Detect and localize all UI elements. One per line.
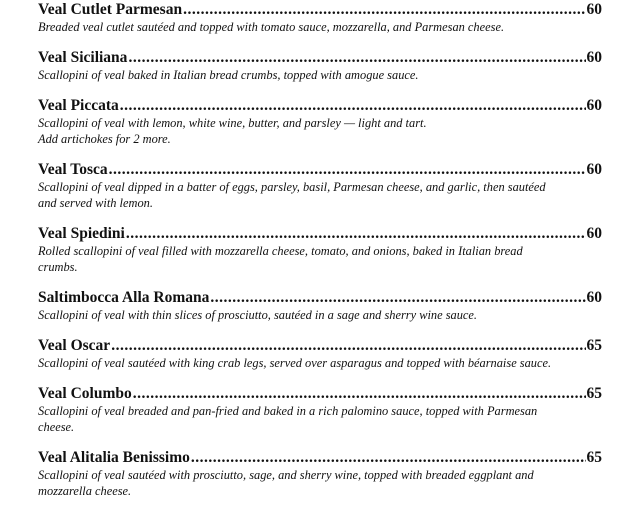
dot-leader [128,48,585,67]
description-line: Scallopini of veal sautéed with prosciutto, sage, and sherry wine, topped with breaded eggplant and [38,468,534,482]
menu-item-name: Veal Spiedini [38,225,125,242]
description-line: mozzarella cheese. [38,484,132,498]
menu-item-price: 60 [586,49,602,66]
description-line: Scallopini of veal baked in Italian bread crumbs, topped with amogue sauce. [38,68,419,82]
menu-item-description [38,467,602,499]
menu-item-header [38,0,602,19]
menu-item-name: Veal Tosca [38,161,108,178]
description-line: Scallopini of veal sautéed with king crab legs, served over asparagus and topped with béarnaise sauce. [38,356,552,370]
menu-item-header [38,48,602,67]
description-line: Breaded veal cutlet sautéed and topped with tomato sauce, mozzarella, and Parmesan cheese. [38,20,505,34]
menu-item-price: 60 [586,1,602,18]
description-line: Scallopini of veal dipped in a batter of eggs, parsley, basil, Parmesan cheese, and garlic, then sautéed [38,180,546,194]
menu-item-description [38,19,602,35]
menu-item-name: Veal Oscar [38,337,111,354]
menu-item-price: 60 [586,289,602,306]
menu-item-price: 60 [586,97,602,114]
description-line: Add artichokes for 2 more. [38,132,171,146]
menu-item-name: Veal Siciliana [38,49,128,66]
menu-item-price: 65 [586,449,602,466]
description-line: Scallopini of veal breaded and pan-fried and baked in a rich palomino sauce, topped with Parmesan [38,404,538,418]
description-line: crumbs. [38,260,78,274]
menu-item-price: 60 [586,161,602,178]
description-line: Scallopini of veal with lemon, white wine, butter, and parsley — light and tart. [38,116,427,130]
menu-item-header [38,224,602,243]
menu-item-description [38,403,602,435]
menu-item-veal-siciliana [38,48,602,83]
menu-item-header [38,384,602,403]
menu-item-saltimbocca-alla-romana [38,288,602,323]
menu-item-veal-cutlet-parmesan [38,0,602,35]
menu-list [38,0,602,512]
menu-item-header [38,448,602,467]
menu-item-description [38,67,602,83]
dot-leader [111,336,585,355]
menu-item-header [38,336,602,355]
description-line: cheese. [38,420,75,434]
menu-item-header [38,160,602,179]
dot-leader [191,448,586,467]
menu-item-price: 65 [586,385,602,402]
dot-leader [133,384,586,403]
menu-item-name: Veal Columbo [38,385,132,402]
dot-leader [126,224,586,243]
menu-item-veal-tosca [38,160,602,211]
menu-item-price: 60 [586,225,602,242]
menu-item-description [38,355,602,371]
menu-item-description [38,243,602,275]
dot-leader [183,0,585,19]
menu-item-name: Saltimbocca Alla Romana [38,289,210,306]
menu-item-name: Veal Piccata [38,97,119,114]
menu-item-price: 65 [586,337,602,354]
menu-item-veal-alitalia-benissimo [38,448,602,499]
menu-item-description [38,179,602,211]
menu-item-header [38,96,602,115]
description-line: and served with lemon. [38,196,153,210]
menu-item-description [38,307,602,323]
menu-item-name: Veal Alitalia Benissimo [38,449,190,466]
menu-item-veal-spiedini [38,224,602,275]
description-line: Rolled scallopini of veal filled with mozzarella cheese, tomato, and onions, baked in Italian bread [38,244,523,258]
menu-item-veal-oscar [38,336,602,371]
menu-item-description [38,115,602,147]
menu-item-veal-columbo [38,384,602,435]
menu-item-header [38,288,602,307]
menu-item-name: Veal Cutlet Parmesan [38,1,183,18]
dot-leader [210,288,585,307]
description-line: Scallopini of veal with thin slices of prosciutto, sautéed in a sage and sherry wine sauce. [38,308,478,322]
menu-item-veal-piccata [38,96,602,147]
dot-leader [109,160,586,179]
dot-leader [120,96,586,115]
